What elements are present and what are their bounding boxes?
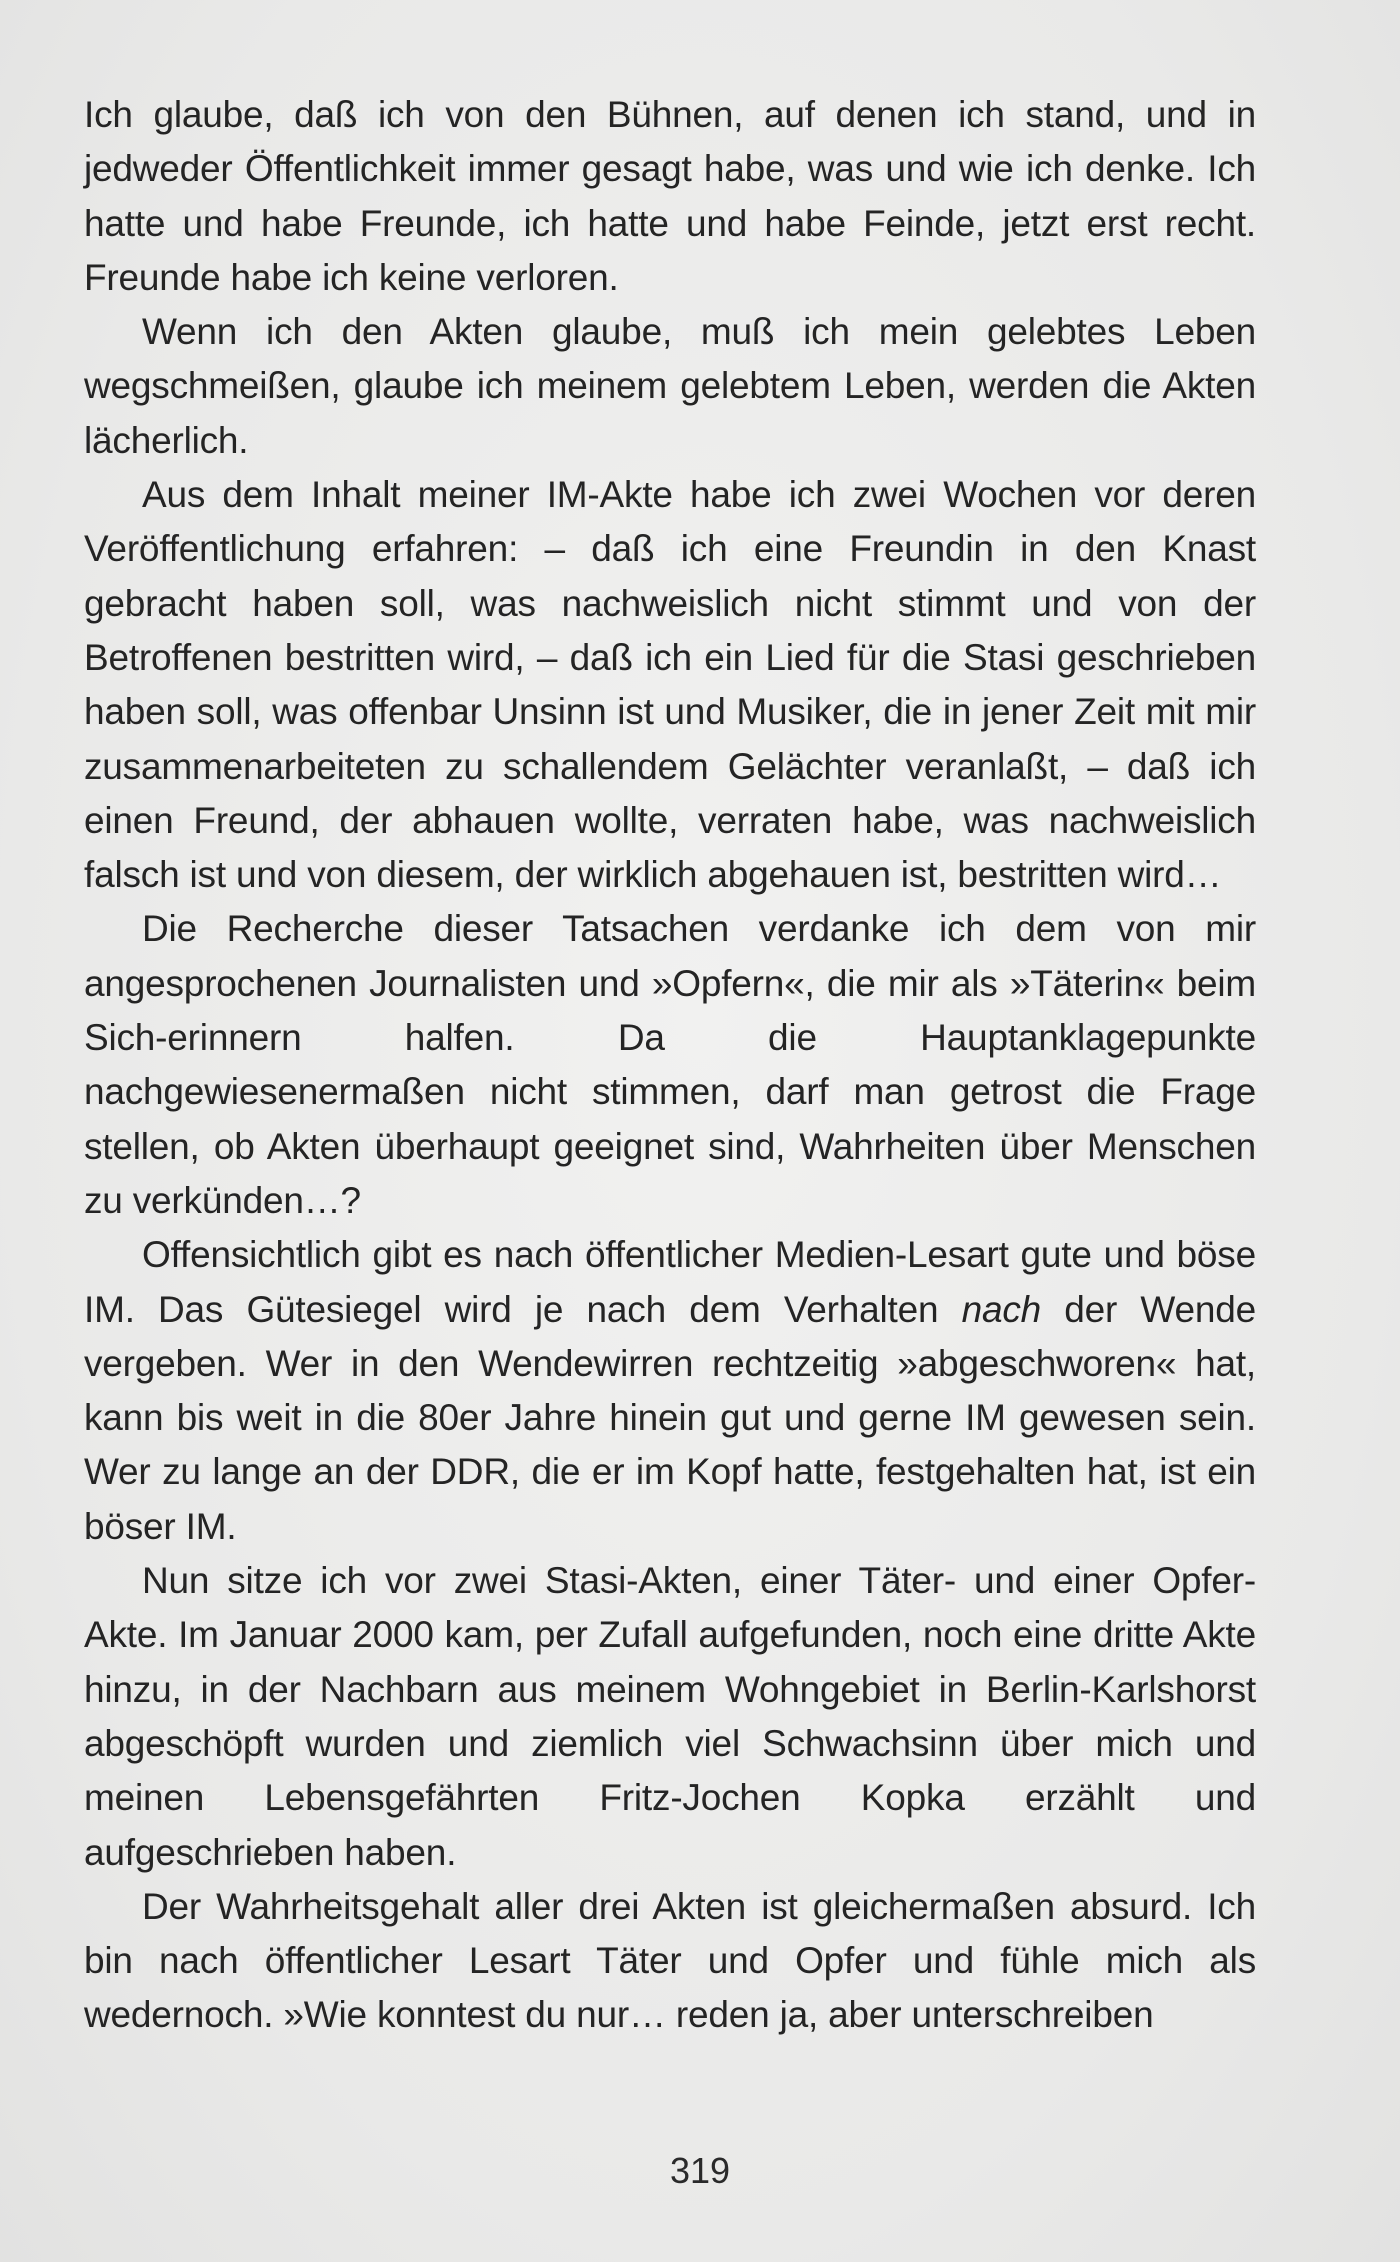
paragraph-6: Nun sitze ich vor zwei Stasi-Akten, einer Täter- und einer Opfer-Akte. Im Januar 2000 kam, per Zufall aufgefunden, noch eine dritte Akte hinzu, in der Nachbarn aus meinem Wohngebiet in Berlin-Karlshorst abgeschöpft wurden und ziemlich viel Schwachsinn über mich und meinen Lebensgefährten Fritz-Jochen Kopka erzählt und aufgeschrieben haben.: [84, 1560, 1256, 1873]
paragraph-4: Die Recherche dieser Tatsachen verdanke ich dem von mir angesprochenen Journalisten und »Opfern«, die mir als »Täterin« beim Sich-erinnern halfen. Da die Hauptanklagepunkte nachgewiesenermaßen nicht stimmen, darf man getrost die Frage stellen, ob Akten überhaupt geeignet sind, Wahrheiten über Menschen zu verkünden…?: [84, 908, 1256, 1221]
paragraph-3: Aus dem Inhalt meiner IM-Akte habe ich zwei Wochen vor deren Veröffentlichung erfahren: – daß ich eine Freundin in den Knast gebracht haben soll, was nachweislich nicht stimmt und von der Betroffenen bestritten wird, – daß ich ein Lied für die Stasi geschrieben haben soll, was offenbar Unsinn ist und Musiker, die in jener Zeit mit mir zusammenarbeiteten zu schallendem Gelächter veranlaßt, – daß ich einen Freund, der abhauen wollte, verraten habe, was nachweislich falsch ist und von diesem, der wirklich abgehauen ist, bestritten wird…: [84, 474, 1256, 896]
paragraph-5-part-1: Offensichtlich gibt es nach öffentlicher Medien-Lesart gute und böse IM. Das Gütesiegel wird je nach dem Verhalten: [84, 1234, 1256, 1330]
body-text: [84, 88, 1256, 2043]
paragraph-5-emphasis: nach: [961, 1288, 1042, 1330]
paragraph-1: Ich glaube, daß ich von den Bühnen, auf denen ich stand, und in jedweder Öffentlichkeit immer gesagt habe, was und wie ich denke. Ich hatte und habe Freunde, ich hatte und habe Feinde, jetzt erst recht. Freunde habe ich keine verloren.: [84, 94, 1256, 298]
paragraph-7: Der Wahrheitsgehalt aller drei Akten ist gleichermaßen absurd. Ich bin nach öffentlicher Lesart Täter und Opfer und fühle mich als wedernoch. »Wie konntest du nur… reden ja, aber unterschreiben: [84, 1885, 1256, 2036]
paragraph-2: Wenn ich den Akten glaube, muß ich mein gelebtes Leben wegschmeißen, glaube ich meinem gelebtem Leben, werden die Akten lächerlich.: [84, 311, 1256, 461]
paragraph-5-part-2: der Wende vergeben. Wer in den Wendewirren rechtzeitig »abgeschworen« hat, kann bis weit in die 80er Jahre hinein gut und gerne IM gewesen sein. Wer zu lange an der DDR, die er im Kopf hatte, festgehalten hat, ist ein böser IM.: [84, 1288, 1256, 1547]
paragraph-5: [84, 1228, 1256, 1554]
page-number: 319: [669, 2150, 731, 2191]
